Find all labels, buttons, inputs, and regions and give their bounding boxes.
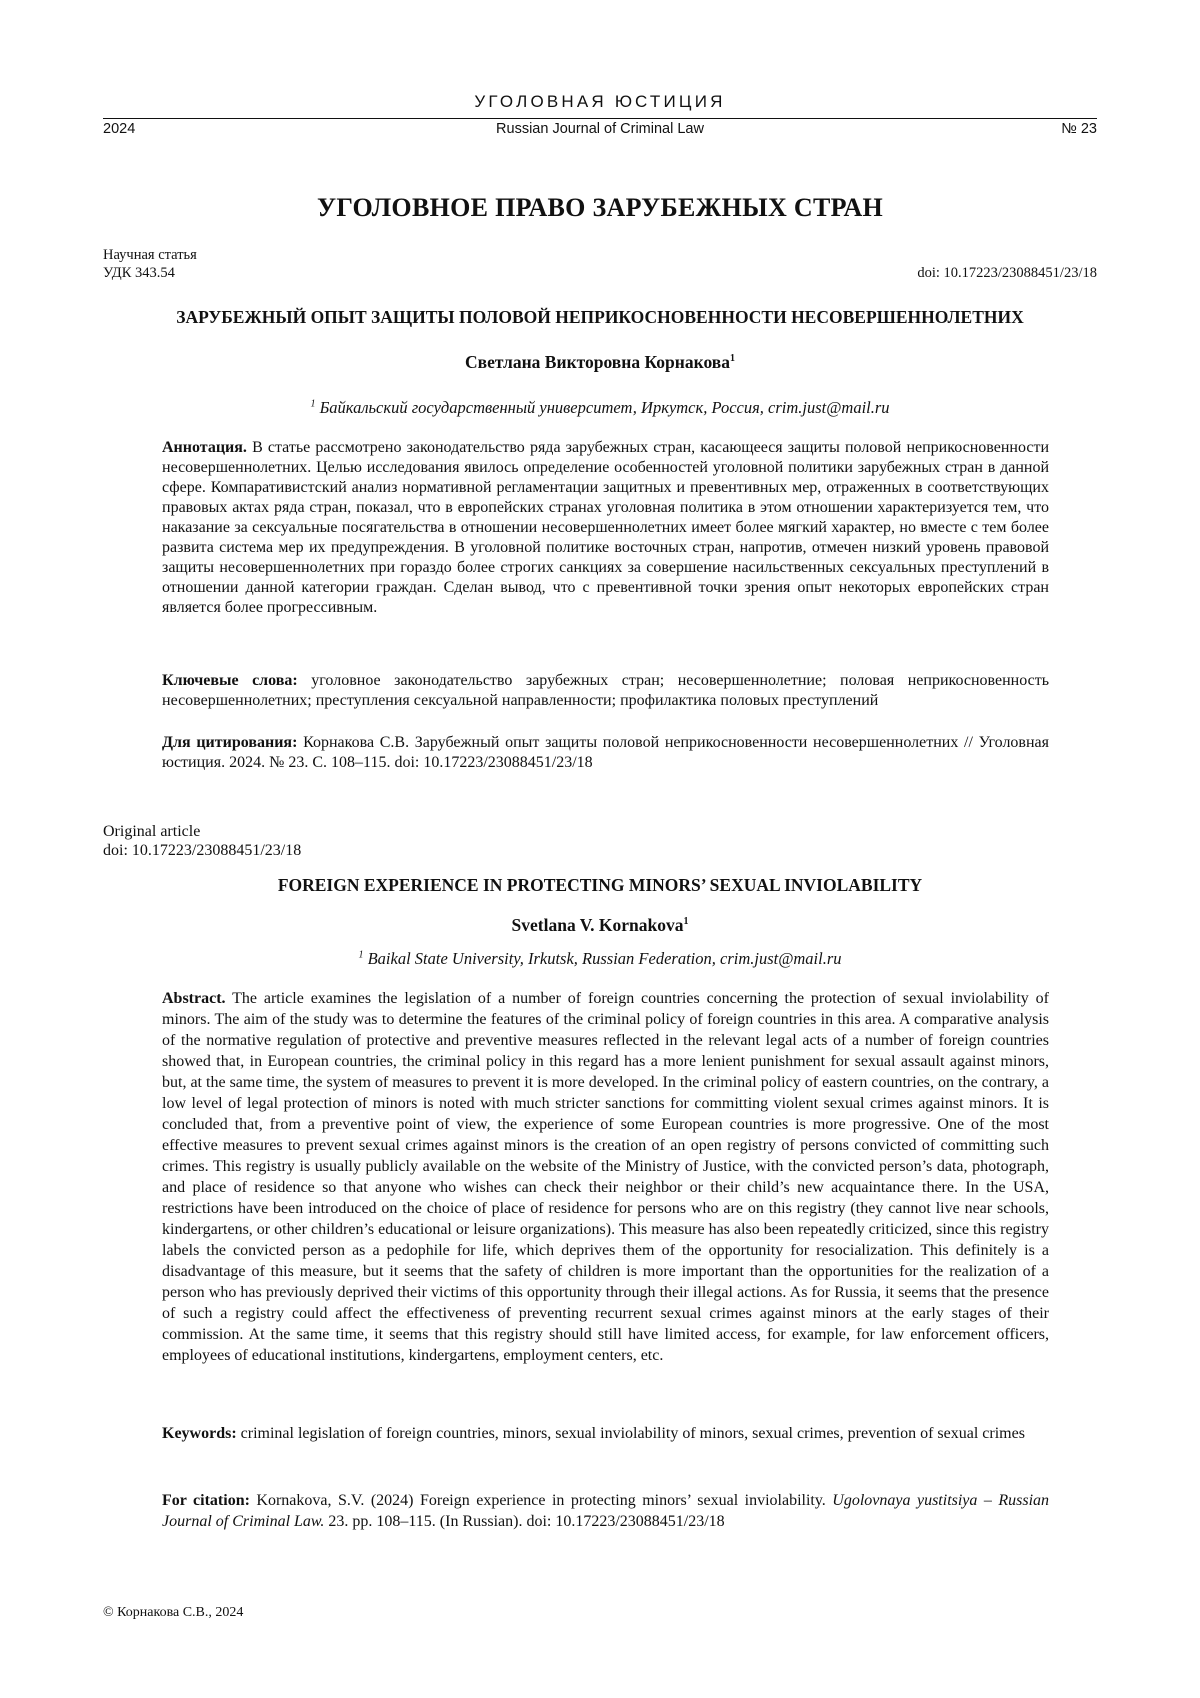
en-affil-marker: 1 xyxy=(358,949,364,961)
ru-article-meta xyxy=(103,246,197,282)
en-article-type: Original article xyxy=(103,823,201,840)
en-article-title: FOREIGN EXPERIENCE IN PROTECTING MINORS’ SEXUAL INVIOLABILITY xyxy=(277,875,923,895)
en-author xyxy=(103,914,1097,936)
ru-abstract xyxy=(162,438,1049,618)
ru-affiliation xyxy=(103,397,1097,419)
ru-author xyxy=(103,351,1097,373)
section-title: УГОЛОВНОЕ ПРАВО ЗАРУБЕЖНЫХ СТРАН xyxy=(316,193,884,222)
ru-abstract-text: В статье рассмотрено законодательство ряда зарубежных стран, касающееся защиты половой неприкосновенности несовершеннолетних. Целью исследования явилось определение особенностей уголовной политики зарубежных стран в данной сфере. Компаративистский анализ нормативной регламентации защитных и превентивных мер, отраженных в соответствующих правовых актах ряда стран, показал, что в европейских странах уголовная политика в этом отношении характеризуется тем, что наказание за сексуальные посягательства в отношении несовершеннолетних имеет более мягкий характер, но вместе с тем более развита система мер их предупреждения. В уголовной политике восточных стран, напротив, отмечен низкий уровень правовой защиты несовершеннолетних при гораздо более строгих санкциях за совершение насильственных сексуальных преступлений в отношении данной категории граждан. Сделан вывод, что с превентивной точки зрения опыт некоторых европейских стран является более прогрессивным. xyxy=(162,439,1050,616)
header-meta xyxy=(103,121,1097,141)
en-abstract-text: The article examines the legislation of a number of foreign countries concerning the protection of sexual inviolability of minors. The aim of the study was to determine the features of the criminal policy of foreign countries in this area. A comparative analysis of the normative regulation of protective and preventive measures reflected in the relevant legal acts of a number of foreign countries showed that, in European countries, the criminal policy in this regard has a more lenient punishment for sexual assault against minors, but, at the same time, the system of measures to prevent it is more developed. In the criminal policy of eastern countries, on the contrary, a low level of legal protection of minors is noted with much stricter sanctions for committing violent sexual crimes against minors. It is concluded that, from a preventive point of view, the experience of some European countries is more progressive. One of the most effective measures to prevent sexual crimes against minors is the creation of an open registry of persons convicted of committing such crimes. This registry is usually publicly available on the website of the Ministry of Justice, with the convicted person’s data, photograph, and place of residence so that anyone who wishes can check their neighbor or their child’s new acquaintance there. In the USA, restrictions have been introduced on the choice of place of residence for persons who are on this registry (they cannot live near schools, kindergartens, or other children’s educational or leisure organizations). This measure has also been repeatedly criticized, since this registry labels the convicted person as a pedophile for life, which deprives them of the opportunity for resocialization. This definitely is a disadvantage of this measure, but it seems that the safety of children is more important than the opportunities for the realization of a person who has previously deprived their victims of this opportunity through their illegal actions. As for Russia, it seems that the presence of such a registry could affect the effectiveness of preventing recurrent sexual crimes against minors at the early stages of their commission. At the same time, it seems that this registry should still have limited access, for example, for law enforcement officers, employees of educational institutions, kindergartens, employment centers, etc. xyxy=(162,990,1049,1364)
ru-citation-label: Для цитирования: xyxy=(162,734,298,751)
ru-citation-text: Корнакова С.В. Зарубежный опыт защиты половой неприкосновенности несовершеннолетних // Уголовная юстиция. 2024. № 23. С. 108–115. doi: 10.17223/23088451/23/18 xyxy=(162,734,1050,771)
en-keywords xyxy=(162,1423,1049,1444)
en-author-affil-marker: 1 xyxy=(683,916,689,928)
en-abstract xyxy=(162,988,1049,1366)
ru-citation xyxy=(162,733,1049,773)
en-keywords-label: Keywords: xyxy=(162,1425,237,1442)
ru-affil-marker: 1 xyxy=(310,398,316,410)
header-issue-number: № 23 xyxy=(1061,121,1097,137)
en-citation-journal: Ugolovnaya yustitsiya – Russian Journal of Criminal Law. xyxy=(162,1492,1050,1530)
ru-article-title: ЗАРУБЕЖНЫЙ ОПЫТ ЗАЩИТЫ ПОЛОВОЙ НЕПРИКОСНОВЕННОСТИ НЕСОВЕРШЕННОЛЕТНИХ xyxy=(176,307,1024,327)
en-affiliation xyxy=(103,948,1097,970)
ru-keywords-label: Ключевые слова: xyxy=(162,672,298,689)
en-author-name: Svetlana V. Kornakova xyxy=(511,915,684,935)
en-citation-label: For citation: xyxy=(162,1492,250,1509)
copyright-notice: © Корнакова С.В., 2024 xyxy=(103,1605,244,1620)
header-rule xyxy=(103,118,1097,119)
en-citation-text-2: 23. pp. 108–115. (In Russian). doi: 10.17223/23088451/23/18 xyxy=(328,1513,725,1530)
ru-author-name: Светлана Викторовна Корнакова xyxy=(465,352,730,372)
ru-affiliation-text: Байкальский государственный университет, Иркутск, Россия, crim.just@mail.ru xyxy=(319,398,890,417)
ru-doi: doi: 10.17223/23088451/23/18 xyxy=(917,265,1097,281)
header-year: 2024 xyxy=(103,121,136,137)
ru-author-affil-marker: 1 xyxy=(729,353,735,365)
en-keywords-text: criminal legislation of foreign countries, minors, sexual inviolability of minors, sexual crimes, prevention of sexual crimes xyxy=(240,1425,1025,1442)
en-abstract-label: Abstract. xyxy=(162,990,226,1007)
en-article-meta xyxy=(103,822,301,860)
ru-abstract-label: Аннотация. xyxy=(162,439,247,456)
en-citation xyxy=(162,1490,1049,1532)
en-citation-text-1: Kornakova, S.V. (2024) Foreign experience in protecting minors’ sexual inviolability. xyxy=(256,1492,826,1509)
ru-keywords xyxy=(162,671,1049,711)
en-doi: doi: 10.17223/23088451/23/18 xyxy=(103,842,302,859)
ru-keywords-text: уголовное законодательство зарубежных стран; несовершеннолетние; половая неприкосновенность несовершеннолетних; преступления сексуальной направленности; профилактика половых преступлений xyxy=(162,672,1050,709)
header-journal-name: Russian Journal of Criminal Law xyxy=(496,121,704,137)
ru-article-type: Научная статья xyxy=(103,247,197,263)
ru-udc: УДК 343.54 xyxy=(103,265,175,281)
en-affiliation-text: Baikal State University, Irkutsk, Russian Federation, crim.just@mail.ru xyxy=(367,949,842,968)
journal-running-title: УГОЛОВНАЯ ЮСТИЦИЯ xyxy=(474,92,726,111)
